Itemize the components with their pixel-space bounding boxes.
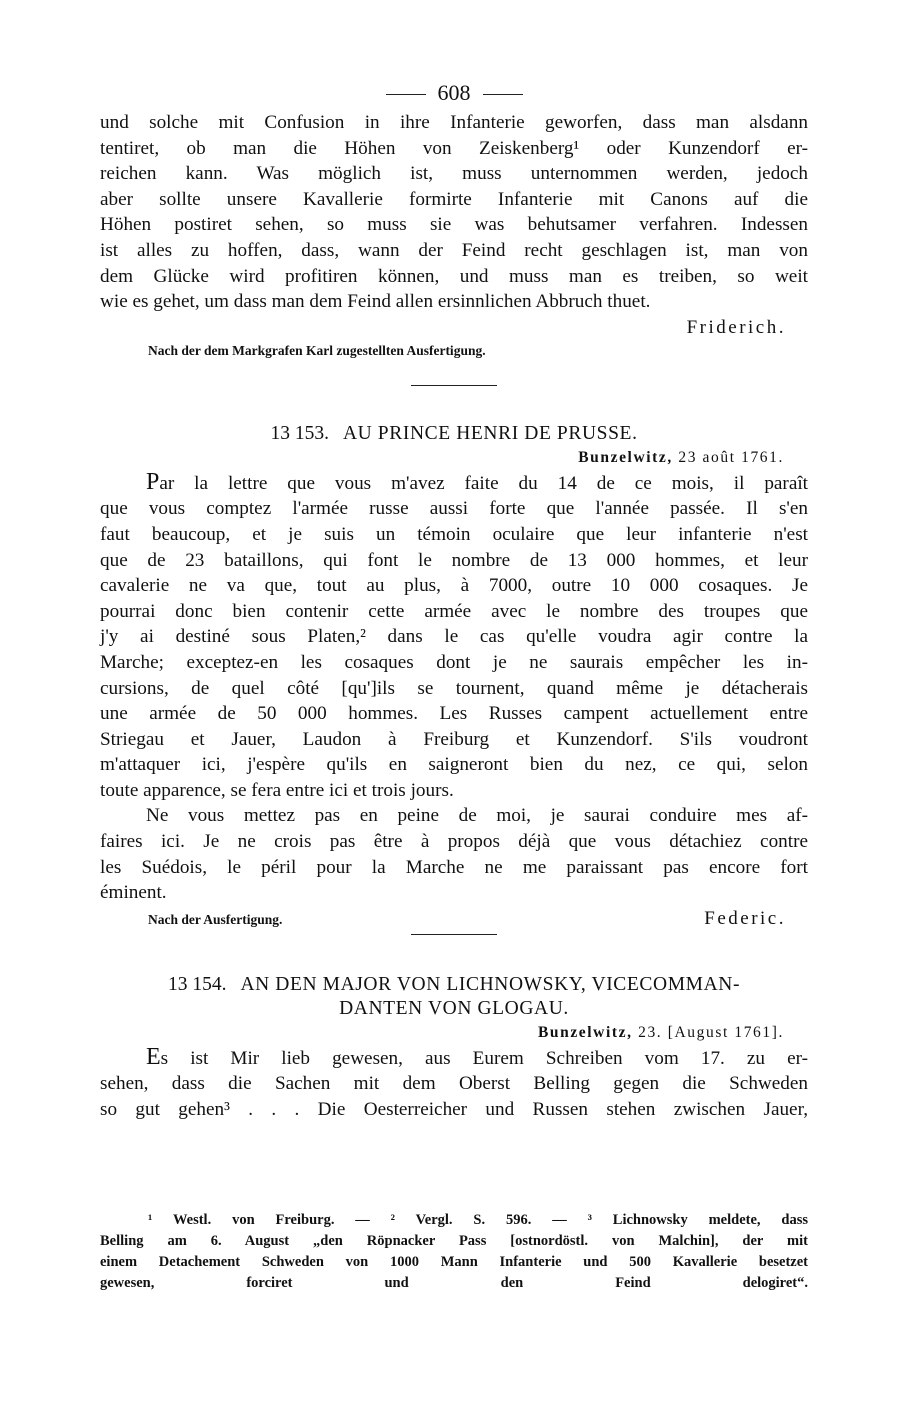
letter-number: 13 154.: [167, 973, 227, 995]
page-number-dash-left: [386, 94, 426, 95]
letter-heading-line: DANTEN VON GLOGAU.: [339, 997, 569, 1019]
letter-heading-13153: [100, 422, 808, 446]
text-line: m'attaquer ici, j'espère qu'ils en saigneront bien du nez, ce qui, selon: [100, 754, 808, 776]
text-line: Par la lettre que vous m'avez faite du 14 de ce mois, il paraît: [146, 468, 808, 495]
letter-heading-13154: [100, 973, 808, 1021]
source-signature-row: [100, 906, 808, 932]
dateline-place: Bunzelwitz,: [537, 1023, 633, 1041]
letter-number: 13 153.: [270, 422, 329, 444]
page-body: [100, 78, 808, 1123]
text-line: pourrai donc bien contenir cette armée avec le nombre des troupes que: [100, 600, 808, 622]
letter-heading-line: [100, 973, 808, 997]
text-line: cursions, de quel côté [qu']ils se tournent, quand même je détacherais: [100, 677, 808, 699]
footnote-line: gewesen, forciret und den Feind delogiret“.: [100, 1275, 808, 1291]
text-line: que de 23 bataillons, qui font le nombre de 13 000 hommes, et leur: [100, 549, 808, 571]
text-line: les Suédois, le péril pour la Marche ne me paraissant pas encore fort: [100, 856, 808, 878]
text-line: Höhen postiret sehen, so muss sie was behutsamer verfahren. Indessen: [100, 214, 808, 236]
text-line: Es ist Mir lieb gewesen, aus Eurem Schreiben vom 17. zu er-: [146, 1043, 808, 1070]
text-line: ist alles zu hoffen, dass, wann der Feind recht geschlagen ist, man von: [100, 239, 808, 261]
footnote-line: Belling am 6. August „den Röpnacker Pass [ostnordöstl. von Malchin], der mit: [100, 1233, 808, 1249]
page-number: 608: [100, 78, 808, 108]
drop-capital: E: [146, 1043, 161, 1070]
drop-capital: P: [146, 468, 160, 495]
letter-addressee: AU PRINCE HENRI DE PRUSSE.: [342, 422, 638, 444]
source-note: Nach der dem Markgrafen Karl zugestellten Ausfertigung.: [148, 342, 486, 358]
footnotes: [100, 1210, 808, 1294]
text-line: j'y ai destiné sous Platen,² dans le cas qu'elle voudra agir contre la: [100, 626, 808, 648]
dateline: [100, 446, 808, 470]
source-note: Nach der Ausfertigung.: [148, 911, 283, 927]
text-line: toute apparence, se fera entre ici et trois jours.: [100, 779, 454, 801]
text-line: que vous comptez l'armée russe aussi forte que l'année passée. Il s'en: [100, 498, 808, 520]
text-line: une armée de 50 000 hommes. Les Russes campent actuellement entre: [100, 703, 808, 725]
continuation-paragraph: [100, 110, 808, 315]
dateline-place: Bunzelwitz,: [578, 448, 673, 466]
footnote-line: einem Detachement Schweden von 1000 Mann Infanterie und 500 Kavallerie besetzet: [100, 1254, 808, 1270]
text-line: tentiret, ob man die Höhen von Zeiskenberg¹ oder Kunzendorf er-: [100, 137, 808, 159]
letter-paragraph-cont: [100, 496, 808, 803]
text-line: Striegau et Jauer, Laudon à Freiburg et Kunzendorf. S'ils voudront: [100, 728, 808, 750]
signature-federic: Federic.: [704, 907, 786, 929]
dateline: [100, 1021, 808, 1045]
text-line: éminent.: [100, 882, 167, 904]
text-line: so gut gehen³ . . . Die Oesterreicher und Russen stehen zwischen Jauer,: [100, 1099, 808, 1121]
text-line: reichen kann. Was möglich ist, muss unternommen werden, jedoch: [100, 163, 808, 185]
text-line: Marche; exceptez-en les cosaques dont je ne saurais empêcher les in-: [100, 651, 808, 673]
text-line: Ne vous mettez pas en peine de moi, je saurai conduire mes af-: [146, 805, 808, 827]
page-number-dash-right: [483, 94, 523, 95]
letter-paragraph: [100, 1045, 808, 1123]
text-line: faires ici. Je ne crois pas être à propos déjà que vous détachiez contre: [100, 831, 808, 853]
text-line: wie es gehet, um dass man dem Feind allen ersinnlichen Abbruch thuet.: [100, 291, 651, 313]
text-line: faut beaucoup, et je suis un témoin oculaire que leur infanterie n'est: [100, 523, 808, 545]
signature-friderich: Friderich.: [686, 316, 786, 338]
text-line: aber sollte unsere Kavallerie formirte Infanterie mit Canons auf die: [100, 188, 808, 210]
letter-addressee: AN DEN MAJOR VON LICHNOWSKY, VICECOMMAN-: [240, 973, 741, 995]
footnote-line: ¹ Westl. von Freiburg. — ² Vergl. S. 596. — ³ Lichnowsky meldete, dass: [148, 1212, 808, 1228]
text-line: und solche mit Confusion in ihre Infanterie geworfen, dass man alsdann: [100, 112, 808, 133]
letter-paragraph: [100, 803, 808, 905]
letter-paragraph: [100, 470, 808, 497]
dateline-date: 23. [August 1761].: [638, 1023, 784, 1041]
text-line: sehen, dass die Sachen mit dem Oberst Belling gegen die Schweden: [100, 1073, 808, 1095]
text-line: dem Glücke wird profitiren können, und muss man es treiben, so weit: [100, 265, 808, 287]
text-line: cavalerie ne va que, tout au plus, à 7000, outre 10 000 cosaques. Je: [100, 575, 808, 597]
dateline-date: 23 août 1761.: [678, 448, 784, 466]
